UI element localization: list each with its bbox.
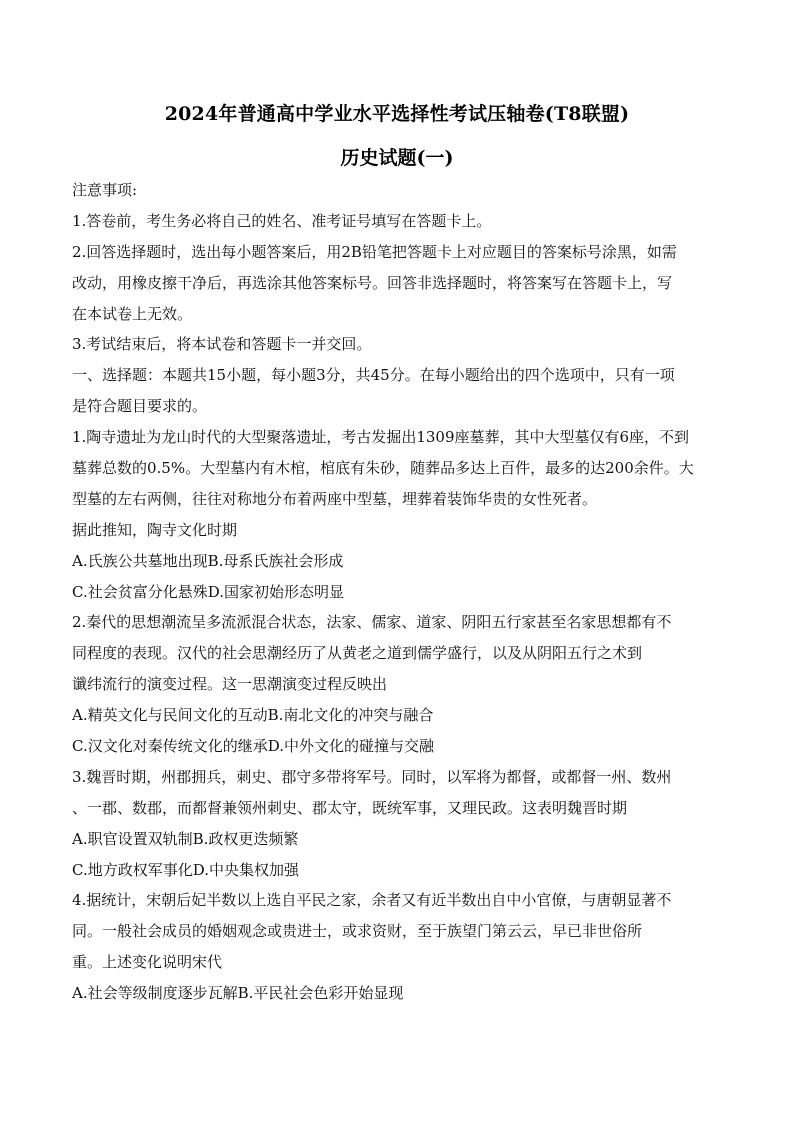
text-line: 同。一般社会成员的婚姻观念或贵进士，或求资财，至于族望门第云云，早已非世俗所 xyxy=(72,922,643,941)
text-line: 2.回答选择题时，选出每小题答案后，用2B铅笔把答题卡上对应题目的答案标号涂黑，如需 xyxy=(72,242,677,261)
text-line: 谶纬流行的演变过程。这一思潮演变过程反映出 xyxy=(72,675,388,694)
text-line: 改动，用橡皮擦干净后，再选涂其他答案标号。回答非选择题时，将答案写在答题卡上，写 xyxy=(72,273,673,292)
text-line: 1.答卷前，考生务必将自己的姓名、准考证号填写在答题卡上。 xyxy=(72,211,492,230)
exam-subtitle: 历史试题(一) xyxy=(340,147,454,169)
text-line: C.社会贫富分化悬殊D.国家初始形态明显 xyxy=(72,582,344,601)
exam-body xyxy=(72,175,724,1009)
text-line: 据此推知，陶寺文化时期 xyxy=(72,520,238,539)
text-line: 注意事项: xyxy=(72,181,138,199)
text-line: 同程度的表现。汉代的社会思潮经历了从黄老之道到儒学盛行，以及从阴阳五行之术到 xyxy=(72,644,643,663)
text-line: 重。上述变化说明宋代 xyxy=(72,953,223,972)
text-line: 一、选择题：本题共15小题，每小题3分，共45分。在每小题给出的四个选项中，只有一项 xyxy=(72,366,675,385)
text-line: A.精英文化与民间文化的互动B.南北文化的冲突与融合 xyxy=(72,706,434,725)
text-line: 型墓的左右两侧，往往对称地分布着两座中型墓，埋葬着装饰华贵的女性死者。 xyxy=(72,489,598,508)
text-line: 4.据统计，宋朝后妃半数以上选自平民之家，余者又有近半数出自中小官僚，与唐朝显著不 xyxy=(72,891,672,910)
exam-title: 2024年普通高中学业水平选择性考试压轴卷(T8联盟) xyxy=(164,103,630,125)
text-line: 是符合题目要求的。 xyxy=(72,397,208,416)
text-line: C.地方政权军事化D.中央集权加强 xyxy=(72,860,299,879)
text-line: A.氏族公共墓地出现B.母系氏族社会形成 xyxy=(72,551,344,570)
text-line: 、一郡、数郡，而都督兼领州刺史、郡太守，既统军事，又理民政。这表明魏晋时期 xyxy=(72,798,628,817)
text-line: 在本试卷上无效。 xyxy=(72,304,193,323)
text-line: 3.考试结束后，将本试卷和答题卡一并交回。 xyxy=(72,335,372,354)
text-line: A.职官设置双轨制B.政权更迭频繁 xyxy=(72,829,299,848)
text-line: 3.魏晋时期，州郡拥兵，刺史、郡守多带将军号。同时，以军将为都督，或都督一州、数州 xyxy=(72,767,672,786)
text-line: 2.秦代的思想潮流呈多流派混合状态，法家、儒家、道家、阴阳五行家甚至名家思想都有不 xyxy=(72,613,672,632)
text-line: C.汉文化对秦传统文化的继承D.中外文化的碰撞与交融 xyxy=(72,737,434,756)
text-line: A.社会等级制度逐步瓦解B.平民社会色彩开始显现 xyxy=(72,984,404,1003)
text-line: 1.陶寺遗址为龙山时代的大型聚落遗址，考古发掘出1309座墓葬，其中大型墓仅有6座，不到 xyxy=(72,428,690,447)
text-line: 墓葬总数的0.5%。大型墓内有木棺，棺底有朱砂，随葬品多达上百件，最多的达200余件。大 xyxy=(72,459,694,478)
